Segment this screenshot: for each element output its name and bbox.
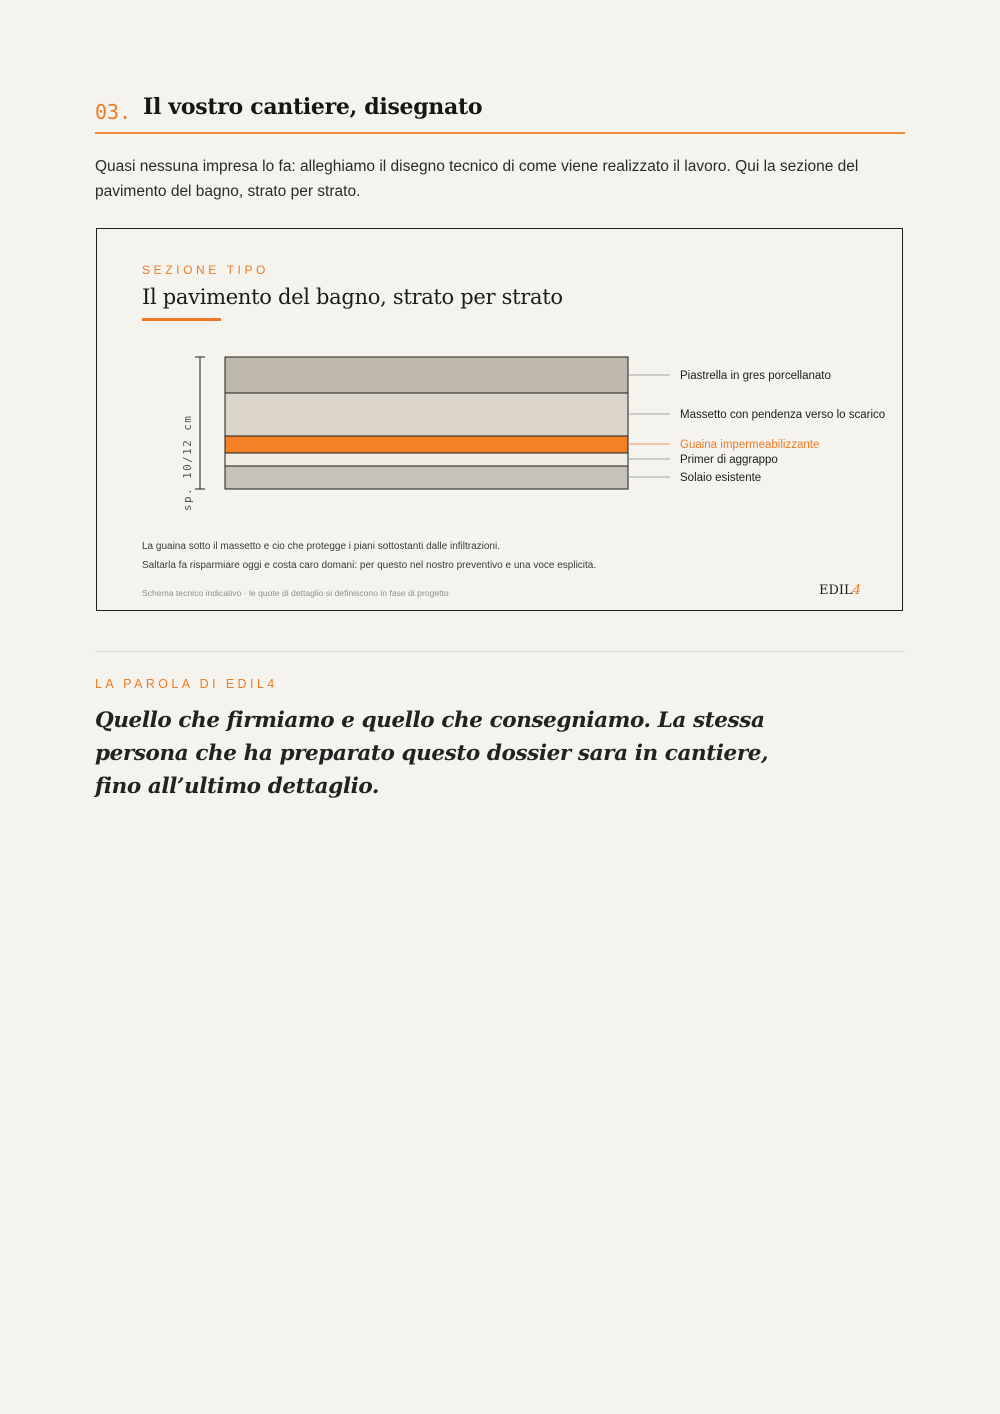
section-number: 03. — [95, 100, 132, 124]
section-intro: Quasi nessuna impresa lo fa: alleghiamo il disegno tecnico di come viene realizzato il lavoro. Qui la sezione del pavimento del bagno, strato per strato. — [95, 158, 859, 200]
layer-5 — [225, 466, 628, 489]
section-header — [95, 94, 905, 134]
layer-label-3: Guaina impermeabilizzante — [680, 439, 820, 451]
brand-name: EDIL — [819, 583, 853, 598]
figure-note — [142, 537, 596, 575]
closing-quote: Quello che firmiamo e quello che consegniamo. La stessa persona che ha preparato questo dossier sara in cantiere, fino all’ultimo dettaglio. — [95, 708, 769, 799]
layer-labels — [628, 370, 885, 484]
technical-figure — [96, 228, 903, 611]
brand-accent: 4 — [852, 583, 861, 598]
layer-label-5: Solaio esistente — [680, 472, 762, 484]
dimension-label: sp. 10/12 cm — [181, 414, 194, 511]
section-title: Il vostro cantiere, disegnato — [143, 94, 483, 120]
layer-label-1: Piastrella in gres porcellanato — [680, 370, 831, 382]
closing-eyebrow: LA PAROLA DI EDIL4 — [95, 677, 278, 691]
layer-stack — [225, 357, 628, 489]
layer-1 — [225, 357, 628, 393]
note-line-1: La guaina sotto il massetto e cio che protegge i piani sottostanti dalle infiltrazioni. — [142, 541, 500, 552]
brand-logo — [819, 583, 861, 598]
layer-label-4: Primer di aggrappo — [680, 454, 778, 466]
layer-2 — [225, 393, 628, 436]
layer-4 — [225, 453, 628, 466]
dimension-line — [195, 357, 205, 489]
figure-footnote: Schema tecnico indicativo · le quote di dettaglio si definiscono in fase di progetto — [142, 588, 449, 598]
section-divider — [95, 651, 905, 652]
layer-3 — [225, 436, 628, 453]
note-line-2: Saltarla fa risparmiare oggi e costa caro domani: per questo nel nostro preventivo e una voce esplicita. — [142, 560, 597, 571]
figure-title: Il pavimento del bagno, strato per strato — [142, 285, 563, 309]
figure-eyebrow: SEZIONE TIPO — [142, 263, 269, 277]
layer-label-2: Massetto con pendenza verso lo scarico — [680, 409, 886, 421]
